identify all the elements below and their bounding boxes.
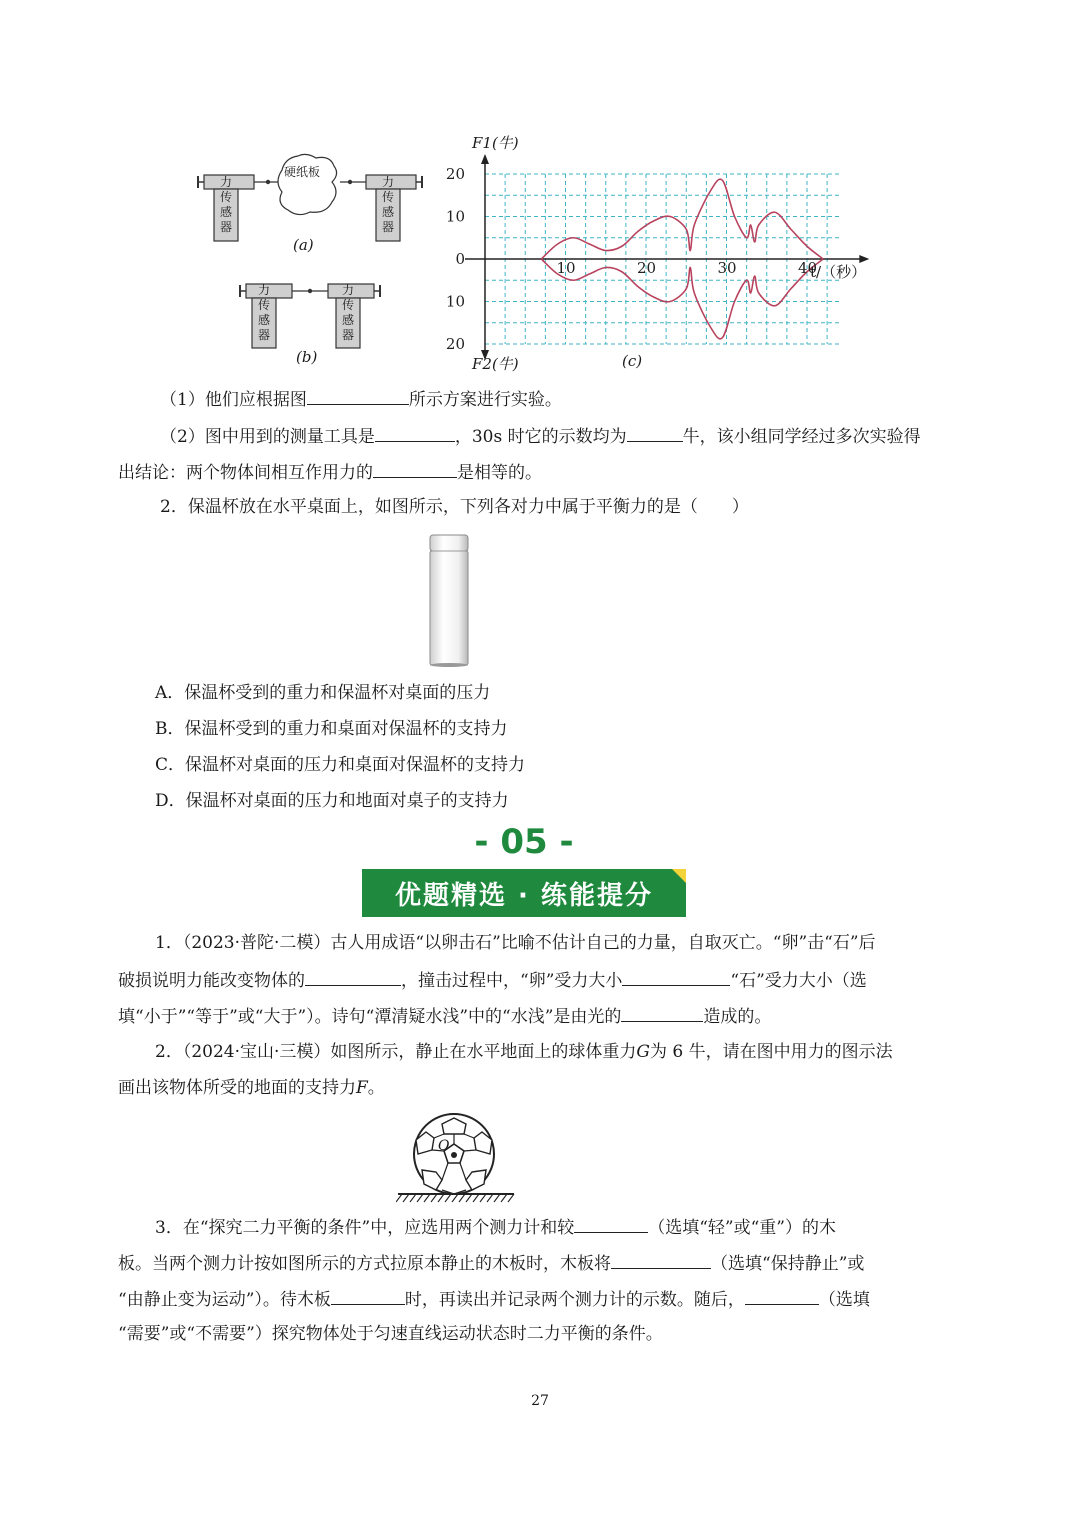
sensor-a-right-body-label: 传 感 器 xyxy=(381,190,394,234)
soccer-ball-figure xyxy=(396,1110,518,1204)
y-axis-arrow-up xyxy=(481,154,489,164)
p1-line3: 填“小于”“等于”或“大于”）。诗句“潭清疑水浅”中的“水浅”是由光的 造成的。 xyxy=(118,1003,771,1029)
p2-line2: 画出该物体所受的地面的支持力F。 xyxy=(118,1078,385,1098)
y-tick-label: 20 xyxy=(445,335,465,353)
cardboard-label: 硬纸板 xyxy=(284,165,321,179)
answer-blank[interactable] xyxy=(622,967,730,986)
sensor-a-right-label: 力 xyxy=(381,175,394,189)
section-banner: 优题精选 · 练能提分 xyxy=(362,869,686,917)
figure-a-caption: (a) xyxy=(293,236,314,254)
p3-line1: 3．在“探究二力平衡的条件”中，应选用两个测力计和较 （选填“轻”或“重”）的木 xyxy=(155,1214,836,1240)
ball-center-label: O xyxy=(438,1138,450,1154)
p2-line1: 2．（2024·宝山·三模）如图所示，静止在水平地面上的球体重力G为 6 牛，请在图中用力的图示法 xyxy=(155,1042,893,1062)
chart-y-top-label: F1(牛) xyxy=(472,134,519,152)
section-number: - 05 - xyxy=(474,822,574,862)
answer-blank[interactable] xyxy=(331,1286,405,1305)
p3-line3: “由静止变为运动”）。待木板 时，再读出并记录两个测力计的示数。随后， （选填 xyxy=(118,1286,870,1312)
y-tick-label: 10 xyxy=(445,207,465,226)
answer-blank[interactable] xyxy=(373,459,457,478)
q1-part2-cont: 出结论：两个物体间相互作用力的 是相等的。 xyxy=(118,459,542,485)
answer-blank[interactable] xyxy=(621,1003,703,1022)
p3-line2: 板。当两个测力计按如图所示的方式拉原本静止的木板时，木板将 （选填“保持静止”或 xyxy=(118,1250,864,1276)
answer-blank[interactable] xyxy=(307,386,409,405)
q2-option-b[interactable]: B．保温杯受到的重力和桌面对保温杯的支持力 xyxy=(155,719,508,739)
sensor-b-left-label: 力 xyxy=(257,283,270,297)
figure-c-caption: (c) xyxy=(622,352,643,370)
sensor-a-left-label: 力 xyxy=(219,175,232,189)
sensor-b-right-label: 力 xyxy=(341,283,354,297)
q2-option-c[interactable]: C．保温杯对桌面的压力和桌面对保温杯的支持力 xyxy=(155,755,526,775)
answer-blank[interactable] xyxy=(745,1286,819,1305)
q2-option-a[interactable]: A．保温杯受到的重力和保温杯对桌面的压力 xyxy=(155,683,491,703)
sensor-a-left-body-label: 传 感 器 xyxy=(219,190,232,234)
figure-b-caption: (b) xyxy=(296,348,318,366)
x-tick-label: 30 xyxy=(717,259,737,277)
p1-line1: 1．（2023·普陀·二模）古人用成语“以卵击石”比喻不估计自己的力量，自取灭亡。“卵”击“石”后 xyxy=(155,933,876,953)
y-tick-label: 20 xyxy=(445,165,465,183)
p1-line2: 破损说明力能改变物体的 ，撞击过程中，“卵”受力大小 “石”受力大小（选 xyxy=(118,967,867,993)
answer-blank[interactable] xyxy=(375,423,455,442)
chart-x-axis-label: t/（秒） xyxy=(810,263,867,281)
q2-option-d[interactable]: D．保温杯对桌面的压力和地面对桌子的支持力 xyxy=(155,791,509,811)
answer-blank[interactable] xyxy=(611,1250,711,1269)
sensor-b-left-body-label: 传 感 器 xyxy=(257,298,270,342)
x-tick-label: 10 xyxy=(556,259,576,277)
x-tick-label: 20 xyxy=(637,259,657,277)
x-tick-label: 40 xyxy=(798,259,818,277)
y-tick-label: 0 xyxy=(455,250,465,268)
thermos-cup-image xyxy=(425,533,473,669)
answer-blank[interactable] xyxy=(627,423,683,442)
page-number: 27 xyxy=(531,1393,549,1409)
series-line-F1 xyxy=(541,179,823,259)
q1-part1: （1）他们应根据图 所示方案进行实验。 xyxy=(160,386,562,412)
answer-blank[interactable] xyxy=(305,967,401,986)
banner-corner-decoration xyxy=(672,869,686,883)
answer-blank[interactable] xyxy=(574,1214,648,1233)
p3-line4: “需要”或“不需要”）探究物体处于匀速直线运动状态时二力平衡的条件。 xyxy=(118,1324,663,1344)
y-tick-label: 10 xyxy=(445,292,465,311)
chart-y-bottom-label: F2(牛) xyxy=(472,355,519,373)
sensor-b-right-body-label: 传 感 器 xyxy=(341,298,354,342)
figure-c-chart xyxy=(430,128,880,378)
q1-part2: （2）图中用到的测量工具是 ，30s 时它的示数均为 牛，该小组同学经过多次实验得 xyxy=(160,423,921,449)
series-line-F2 xyxy=(541,259,823,339)
q2-stem: 2．保温杯放在水平桌面上，如图所示，下列各对力中属于平衡力的是（ ） xyxy=(160,497,749,517)
